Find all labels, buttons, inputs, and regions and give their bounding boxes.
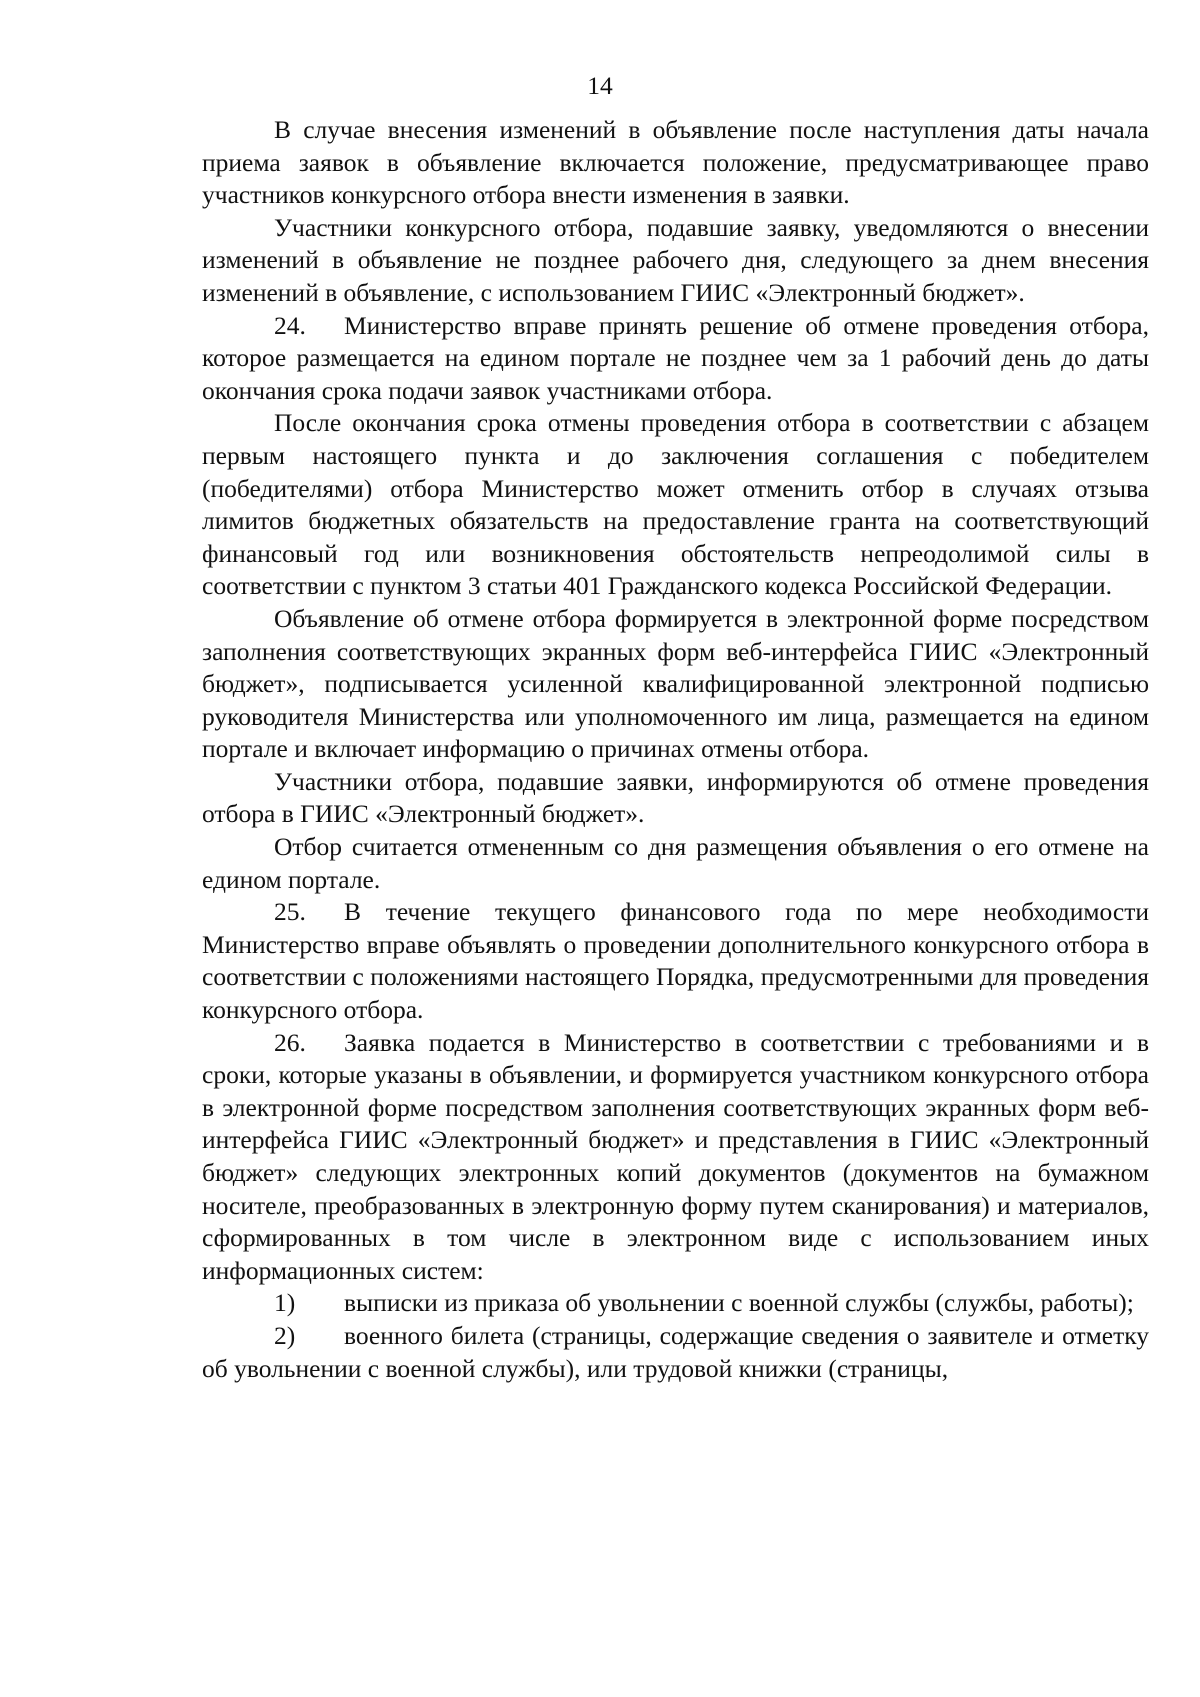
paragraph-text: После окончания срока отмены проведения отбора в соответствии с абзацем первым настоящего пункта и до заключения соглашения с победителем (победителями) отбора Министерство может отменить отбор в случаях отзыва лимитов бюджетных обязательств на предоставление гранта на соответствующий финансовый год или возникновения обстоятельств непреодолимой силы в соответствии с пунктом 3 статьи 401 Гражданского кодекса Российской Федерации. xyxy=(202,408,1149,601)
list-item xyxy=(202,1320,1149,1385)
paragraph-text: Объявление об отмене отбора формируется в электронной форме посредством заполнения соответствующих экранных форм веб-интерфейса ГИИС «Электронный бюджет», подписывается усиленной квалифицированной электронной подписью руководителя Министерства или уполномоченного им лица, размещается на едином портале и включает информацию о причинах отмены отбора. xyxy=(202,603,1149,764)
document-body xyxy=(202,114,1149,1385)
paragraph xyxy=(202,603,1149,766)
paragraph-text: Отбор считается отмененным со дня размещения объявления о его отмене на едином портале. xyxy=(202,832,1149,894)
paragraph-text: В течение текущего финансового года по мере необходимости Министерство вправе объявлять о проведении дополнительного конкурсного отбора в соответствии с положениями настоящего Порядка, предусмотренными для проведения конкурсного отбора. xyxy=(202,897,1149,1025)
paragraph xyxy=(202,212,1149,310)
item-number: 25. xyxy=(274,897,306,927)
paragraph xyxy=(202,407,1149,603)
paragraph xyxy=(202,766,1149,831)
page-number: 14 xyxy=(587,71,613,100)
paragraph-text: Участники конкурсного отбора, подавшие заявку, уведомляются о внесении изменений в объявление не позднее рабочего дня, следующего за днем внесения изменений в объявление, с использованием ГИИС «Электронный бюджет». xyxy=(202,212,1149,307)
paragraph-text: Заявка подается в Министерство в соответствии с требованиями и в сроки, которые указаны в объявлении, и формируется участником конкурсного отбора в электронной форме посредством заполнения соответствующих экранных форм веб-интерфейса ГИИС «Электронный бюджет» и представления в ГИИС «Электронный бюджет» следующих электронных копий документов (документов на бумажном носителе, преобразованных в электронную форму путем сканирования) и материалов, сформированных в том числе в электронном виде с использованием иных информационных систем: xyxy=(202,1027,1149,1285)
paragraph xyxy=(202,1027,1149,1288)
paragraph-text: В случае внесения изменений в объявление после наступления даты начала приема заявок в объявление включается положение, предусматривающее право участников конкурсного отбора внести изменения в заявки. xyxy=(202,115,1149,210)
list-item xyxy=(202,1287,1149,1320)
item-number: 24. xyxy=(274,310,306,340)
paragraph xyxy=(202,310,1149,408)
paragraph xyxy=(202,114,1149,212)
paragraph-text: Участники отбора, подавшие заявки, информируются об отмене проведения отбора в ГИИС «Электронный бюджет». xyxy=(202,766,1149,829)
item-number: 2) xyxy=(274,1320,296,1350)
list-item-text: выписки из приказа об увольнении с военной службы (службы, работы); xyxy=(344,1288,1134,1318)
paragraph xyxy=(202,831,1149,896)
item-number: 1) xyxy=(274,1288,296,1318)
paragraph xyxy=(202,896,1149,1026)
paragraph-text: Министерство вправе принять решение об отмене проведения отбора, которое размещается на едином портале не позднее чем за 1 рабочий день до даты окончания срока подачи заявок участниками отбора. xyxy=(202,310,1149,405)
item-number: 26. xyxy=(274,1027,306,1057)
list-item-text: военного билета (страницы, содержащие сведения о заявителе и отметку об увольнении с военной службы), или трудовой книжки (страницы, xyxy=(202,1320,1149,1383)
